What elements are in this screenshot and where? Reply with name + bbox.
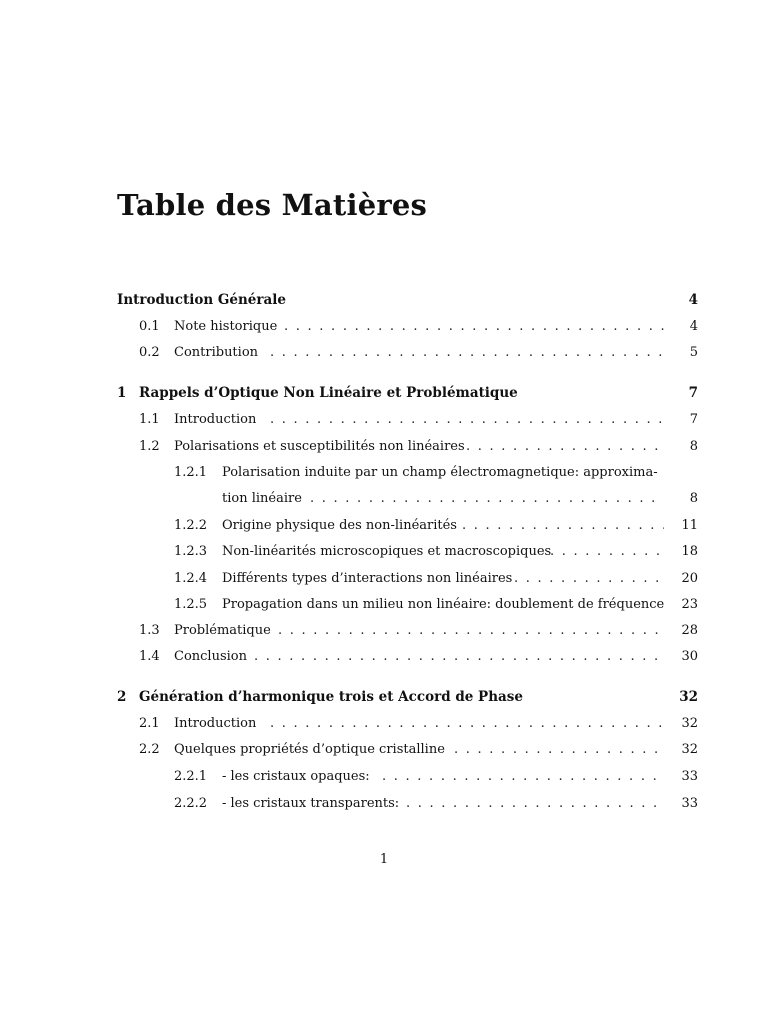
toc-leader-dots bbox=[270, 342, 664, 364]
toc-entry-label: Différents types d’interactions non linéaires bbox=[222, 571, 513, 586]
toc-entry-page: 5 bbox=[689, 345, 698, 360]
toc-entry-number: 1.2.4 bbox=[174, 571, 208, 586]
toc-entry-label: Introduction bbox=[174, 412, 257, 427]
toc-entry-label: Note historique bbox=[174, 319, 278, 334]
toc-entry-number: 2.1 bbox=[139, 716, 160, 731]
toc-chapter-row[interactable] bbox=[0, 382, 768, 404]
toc-section-row[interactable] bbox=[0, 620, 768, 642]
toc-entry-page: 8 bbox=[689, 491, 698, 506]
toc-entry-label: Génération d’harmonique trois et Accord de Phase bbox=[139, 689, 523, 705]
toc-entry-number: 0.2 bbox=[139, 345, 160, 360]
toc-entry-number: 1.1 bbox=[139, 412, 160, 427]
toc-leader-dots bbox=[284, 316, 664, 338]
toc-entry-page: 4 bbox=[688, 292, 698, 308]
toc-entry-page: 28 bbox=[681, 623, 698, 638]
toc-leader-dots bbox=[550, 541, 664, 563]
toc-entry-page: 7 bbox=[689, 412, 698, 427]
toc-subsection-row-continued[interactable] bbox=[0, 488, 768, 510]
toc-section-row[interactable] bbox=[0, 436, 768, 458]
toc-entry-page: 8 bbox=[689, 439, 698, 454]
toc-chapter-row[interactable] bbox=[0, 289, 768, 311]
toc-section-row[interactable] bbox=[0, 342, 768, 364]
toc-entry-label: Propagation dans un milieu non linéaire: doublement de fréquence bbox=[222, 597, 665, 612]
toc-entry-label: Non-linéarités microscopiques et macroscopiques bbox=[222, 544, 552, 559]
toc-entry-number: 1.4 bbox=[139, 649, 160, 664]
toc-subsection-row[interactable] bbox=[0, 515, 768, 537]
toc-entry-page: 32 bbox=[681, 716, 698, 731]
toc-entry-page: 18 bbox=[681, 544, 698, 559]
toc-section-row[interactable] bbox=[0, 713, 768, 735]
toc-entry-page: 30 bbox=[681, 649, 698, 664]
toc-entry-label: Introduction Générale bbox=[117, 292, 286, 308]
toc-section-row[interactable] bbox=[0, 739, 768, 761]
toc-entry-page: 23 bbox=[681, 597, 698, 612]
toc-subsection-row[interactable] bbox=[0, 462, 768, 484]
toc-entry-label: Conclusion bbox=[174, 649, 247, 664]
toc-entry-page: 4 bbox=[689, 319, 698, 334]
toc-entry-label: Quelques propriétés d’optique cristalline bbox=[174, 742, 445, 757]
toc-entry-label: - les cristaux transparents: bbox=[222, 796, 400, 811]
toc-leader-dots bbox=[514, 568, 664, 590]
toc-entry-number: 2.2.2 bbox=[174, 796, 208, 811]
toc-entry-number: 1.2.2 bbox=[174, 518, 208, 533]
toc-entry-label: Introduction bbox=[174, 716, 257, 731]
toc-entry-page: 33 bbox=[681, 769, 698, 784]
toc-entry-number: 2.2.1 bbox=[174, 769, 208, 784]
toc-entry-number: 1 bbox=[117, 385, 127, 401]
toc-entry-label: Contribution bbox=[174, 345, 259, 360]
toc-entry-number: 1.3 bbox=[139, 623, 160, 638]
toc-entry-number: 2 bbox=[117, 689, 127, 705]
toc-leader-dots bbox=[310, 488, 664, 510]
toc-entry-number: 1.2.1 bbox=[174, 465, 208, 480]
toc-leader-dots bbox=[270, 713, 664, 735]
toc-entry-number: 1.2.5 bbox=[174, 597, 208, 612]
toc-subsection-row[interactable] bbox=[0, 793, 768, 815]
toc-entry-page: 20 bbox=[681, 571, 698, 586]
page-title: Table des Matières bbox=[117, 188, 427, 222]
toc-section-row[interactable] bbox=[0, 409, 768, 431]
toc-entry-number: 2.2 bbox=[139, 742, 160, 757]
page-number: 1 bbox=[379, 852, 389, 867]
toc-leader-dots bbox=[406, 793, 664, 815]
toc-entry-label: - les cristaux opaques: bbox=[222, 769, 370, 784]
toc-leader-dots bbox=[466, 436, 664, 458]
toc-entry-page: 33 bbox=[681, 796, 698, 811]
toc-subsection-row[interactable] bbox=[0, 594, 768, 616]
toc-leader-dots bbox=[278, 620, 664, 642]
toc-entry-number: 1.2.3 bbox=[174, 544, 208, 559]
toc-entry-page: 32 bbox=[681, 742, 698, 757]
toc-entry-number: 0.1 bbox=[139, 319, 160, 334]
toc-entry-label: Rappels d’Optique Non Linéaire et Problématique bbox=[139, 385, 518, 401]
toc-entry-page: 11 bbox=[681, 518, 698, 533]
toc-entry-page: 7 bbox=[688, 385, 698, 401]
toc-entry-label: Polarisations et susceptibilités non linéaires bbox=[174, 439, 465, 454]
toc-subsection-row[interactable] bbox=[0, 766, 768, 788]
toc-entry-number: 1.2 bbox=[139, 439, 160, 454]
toc-entry-label-continued: tion linéaire bbox=[222, 491, 302, 506]
toc-leader-dots bbox=[254, 646, 664, 668]
toc-entry-page: 32 bbox=[679, 689, 698, 705]
toc-leader-dots bbox=[454, 739, 664, 761]
toc-chapter-row[interactable] bbox=[0, 686, 768, 708]
toc-subsection-row[interactable] bbox=[0, 541, 768, 563]
toc-leader-dots bbox=[270, 409, 664, 431]
toc-section-row[interactable] bbox=[0, 316, 768, 338]
toc-section-row[interactable] bbox=[0, 646, 768, 668]
toc-entry-label: Polarisation induite par un champ électromagnetique: approxima- bbox=[222, 465, 658, 480]
toc-entry-label: Problématique bbox=[174, 623, 271, 638]
toc-subsection-row[interactable] bbox=[0, 568, 768, 590]
toc-leader-dots bbox=[382, 766, 664, 788]
toc-entry-label: Origine physique des non-linéarités bbox=[222, 518, 457, 533]
toc-leader-dots bbox=[462, 515, 664, 537]
